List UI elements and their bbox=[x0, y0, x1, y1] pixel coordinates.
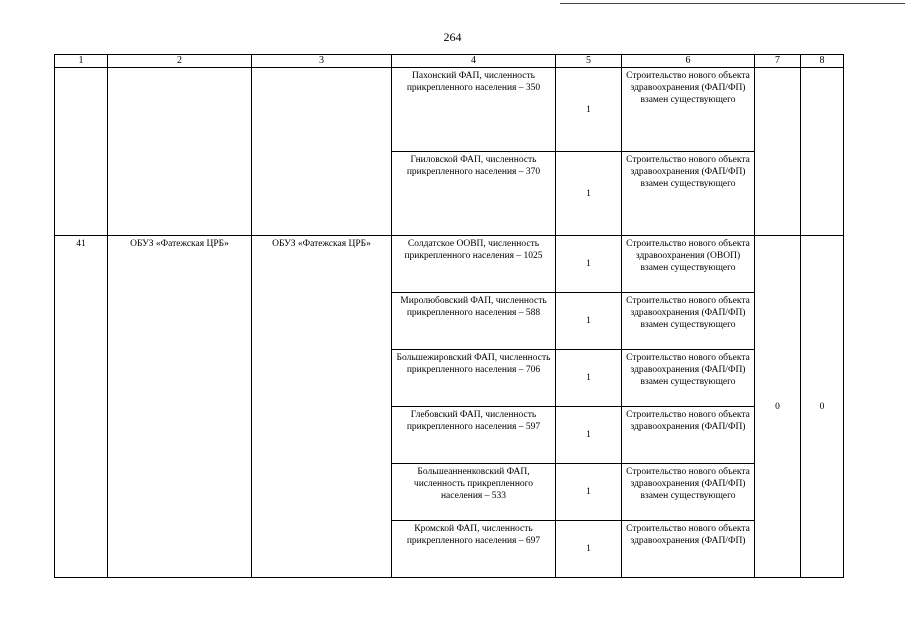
action-cell: Строительство нового объекта здравоохранения (ФАП/ФП) взамен существующего bbox=[622, 350, 755, 407]
count-cell: 1 bbox=[556, 236, 622, 293]
facility-cell: Пахонский ФАП, численность прикрепленного населения – 350 bbox=[392, 68, 556, 152]
count-cell: 1 bbox=[556, 464, 622, 521]
facility-cell: Кромской ФАП, численность прикрепленного населения – 697 bbox=[392, 521, 556, 578]
top-rule bbox=[560, 3, 905, 4]
header-row bbox=[55, 55, 844, 68]
organization-cell: ОБУЗ «Фатежская ЦРБ» bbox=[252, 236, 392, 578]
facility-cell: Солдатское ООВП, численность прикрепленного населения – 1025 bbox=[392, 236, 556, 293]
empty-cell bbox=[801, 68, 844, 236]
header-cell: 1 bbox=[55, 55, 108, 68]
count-cell: 1 bbox=[556, 521, 622, 578]
facility-cell: Гниловской ФАП, численность прикрепленного населения – 370 bbox=[392, 152, 556, 236]
empty-cell bbox=[55, 68, 108, 236]
header-cell: 5 bbox=[556, 55, 622, 68]
count-cell: 1 bbox=[556, 407, 622, 464]
header-cell: 6 bbox=[622, 55, 755, 68]
empty-cell bbox=[755, 68, 801, 236]
count-cell: 1 bbox=[556, 152, 622, 236]
action-cell: Строительство нового объекта здравоохранения (ФАП/ФП) bbox=[622, 521, 755, 578]
facility-cell: Большежировский ФАП, численность прикрепленного населения – 706 bbox=[392, 350, 556, 407]
facility-cell: Большеанненковский ФАП, численность прикрепленного населения – 533 bbox=[392, 464, 556, 521]
data-table bbox=[54, 54, 844, 578]
row-number-cell: 41 bbox=[55, 236, 108, 578]
action-cell: Строительство нового объекта здравоохранения (ФАП/ФП) взамен существующего bbox=[622, 152, 755, 236]
header-cell: 7 bbox=[755, 55, 801, 68]
action-cell: Строительство нового объекта здравоохранения (ФАП/ФП) взамен существующего bbox=[622, 68, 755, 152]
count-cell: 1 bbox=[556, 350, 622, 407]
col7-value-cell: 0 bbox=[755, 236, 801, 578]
header-cell: 8 bbox=[801, 55, 844, 68]
header-cell: 2 bbox=[108, 55, 252, 68]
count-cell: 1 bbox=[556, 68, 622, 152]
action-cell: Строительство нового объекта здравоохранения (ФАП/ФП) bbox=[622, 407, 755, 464]
page-number: 264 bbox=[443, 30, 462, 44]
count-cell: 1 bbox=[556, 293, 622, 350]
action-cell: Строительство нового объекта здравоохранения (ФАП/ФП) взамен существующего bbox=[622, 464, 755, 521]
header-cell: 4 bbox=[392, 55, 556, 68]
organization-cell: ОБУЗ «Фатежская ЦРБ» bbox=[108, 236, 252, 578]
action-cell: Строительство нового объекта здравоохранения (ФАП/ФП) взамен существующего bbox=[622, 293, 755, 350]
table-row bbox=[55, 236, 844, 293]
empty-cell bbox=[252, 68, 392, 236]
table-row bbox=[55, 68, 844, 152]
header-cell: 3 bbox=[252, 55, 392, 68]
empty-cell bbox=[108, 68, 252, 236]
facility-cell: Глебовский ФАП, численность прикрепленного населения – 597 bbox=[392, 407, 556, 464]
col8-value-cell: 0 bbox=[801, 236, 844, 578]
facility-cell: Миролюбовский ФАП, численность прикрепленного населения – 588 bbox=[392, 293, 556, 350]
action-cell: Строительство нового объекта здравоохранения (ОВОП) взамен существующего bbox=[622, 236, 755, 293]
